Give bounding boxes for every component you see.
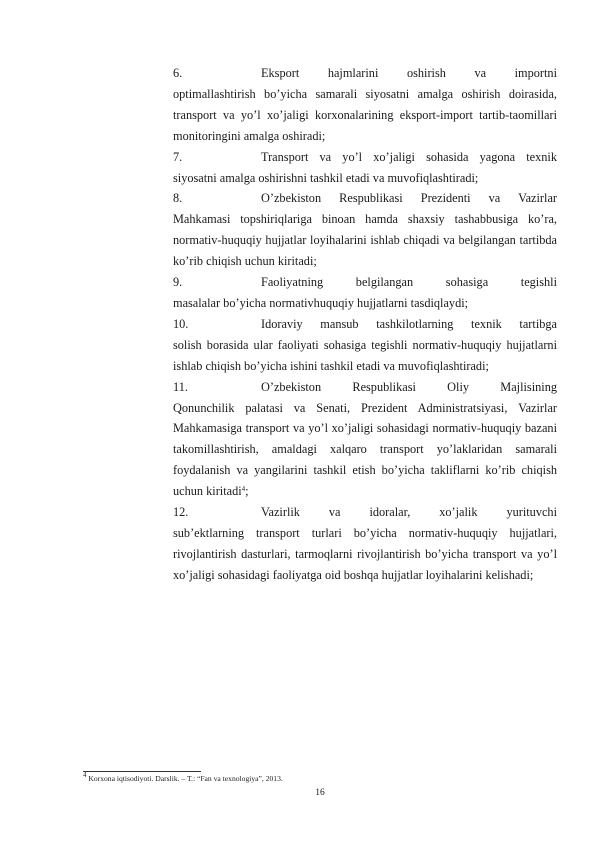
list-item [173,147,557,189]
item-number: 8. [173,191,183,206]
item-number: 7. [173,149,183,164]
list-item [173,314,557,377]
item-first-line: Transport va yo’l xo’jaligi sohasida yagona texnik [261,149,557,164]
page-body [173,63,557,586]
page-number: 16 [315,788,325,798]
item-number: 11. [173,379,188,394]
list-item [173,377,557,502]
item-number: 9. [173,275,183,290]
list-item [173,272,557,314]
item-first-line: O’zbekiston Respublikasi Oliy Majlisining [261,379,557,394]
item-number: 6. [173,66,183,80]
item-text: masalalar bo’yicha normativhuquqiy hujjatlarni tasdiqlaydi; [173,295,469,310]
item-text: Mahkamasi topshiriqlariga binoan hamda shaxsiy tashabbusiga ko’ra, normativ-huquqiy hujjatlar loyihalarini ishlab chiqadi va belgilangan tartibda ko’rib chiqish uchun kiritadi; [173,212,557,269]
footnote-divider [83,771,201,772]
item-number: 12. [173,505,189,520]
item-first-line: O’zbekiston Respublikasi Prezidenti va Vazirlar [261,191,557,206]
item-first-line: Faoliyatning belgilangan sohasiga tegishli [261,275,557,290]
list-item [173,63,557,147]
item-first-line: Vazirlik va idoralar, xo’jalik yurituvchi [261,505,557,520]
item-text: sub’ektlarning transport turlari bo’yicha normativ-huquqiy hujjatlari, rivojlantirish dasturlari, tarmoqlarni rivojlantirish bo’yicha transport va yo’l xo’jaligi sohasidagi faoliyatga oid boshqa hujjatlar loyihalarini kelishadi; [173,525,557,582]
list-item [173,502,557,586]
footnote-text: Korxona iqtisodiyoti. Darslik. – T.: “Fan va texnologiya”, 2013. [88,774,283,783]
item-text: solish borasida ular faoliyati sohasiga tegishli normativ-huquqiy hujjatlarni ishlab chiqish bo’yicha ishini tashkil etadi va muvofiqlashtiradi; [173,337,557,373]
item-first-line: Idoraviy mansub tashkilotlarning texnik tartibga [261,316,557,331]
item-text: Qonunchilik palatasi va Senati, Prezident Administratsiyasi, Vazirlar Mahkamasiga transport va yo’l xo’jaligi sohasidagi normativ-huquqiy bazani takomillashtirish, amaldagi xalqaro transport yo’laklaridan samarali foydalanish va yangilarini tashkil etish bo’yicha takliflarni ko’rib chiqish uchun kiritadi [173,400,557,499]
footnote-mark: 4 [83,771,87,779]
item-text: siyosatni amalga oshirishni tashkil etadi va muvofiqlashtiradi; [173,170,479,185]
footnote-reference[interactable]: 4 [241,485,246,494]
item-text: optimallashtirish bo’yicha samarali siyosatni amalga oshirish doirasida, transport va yo’l xo’jaligi korxonalarining eksport-import tartib-taomillari monitoringini amalga oshiradi; [173,86,557,143]
list-item [173,188,557,272]
item-first-line: Eksport hajmlarini oshirish va importni [261,66,557,80]
item-text-tail: ; [245,484,249,499]
item-number: 10. [173,316,189,331]
footnote [83,771,283,783]
